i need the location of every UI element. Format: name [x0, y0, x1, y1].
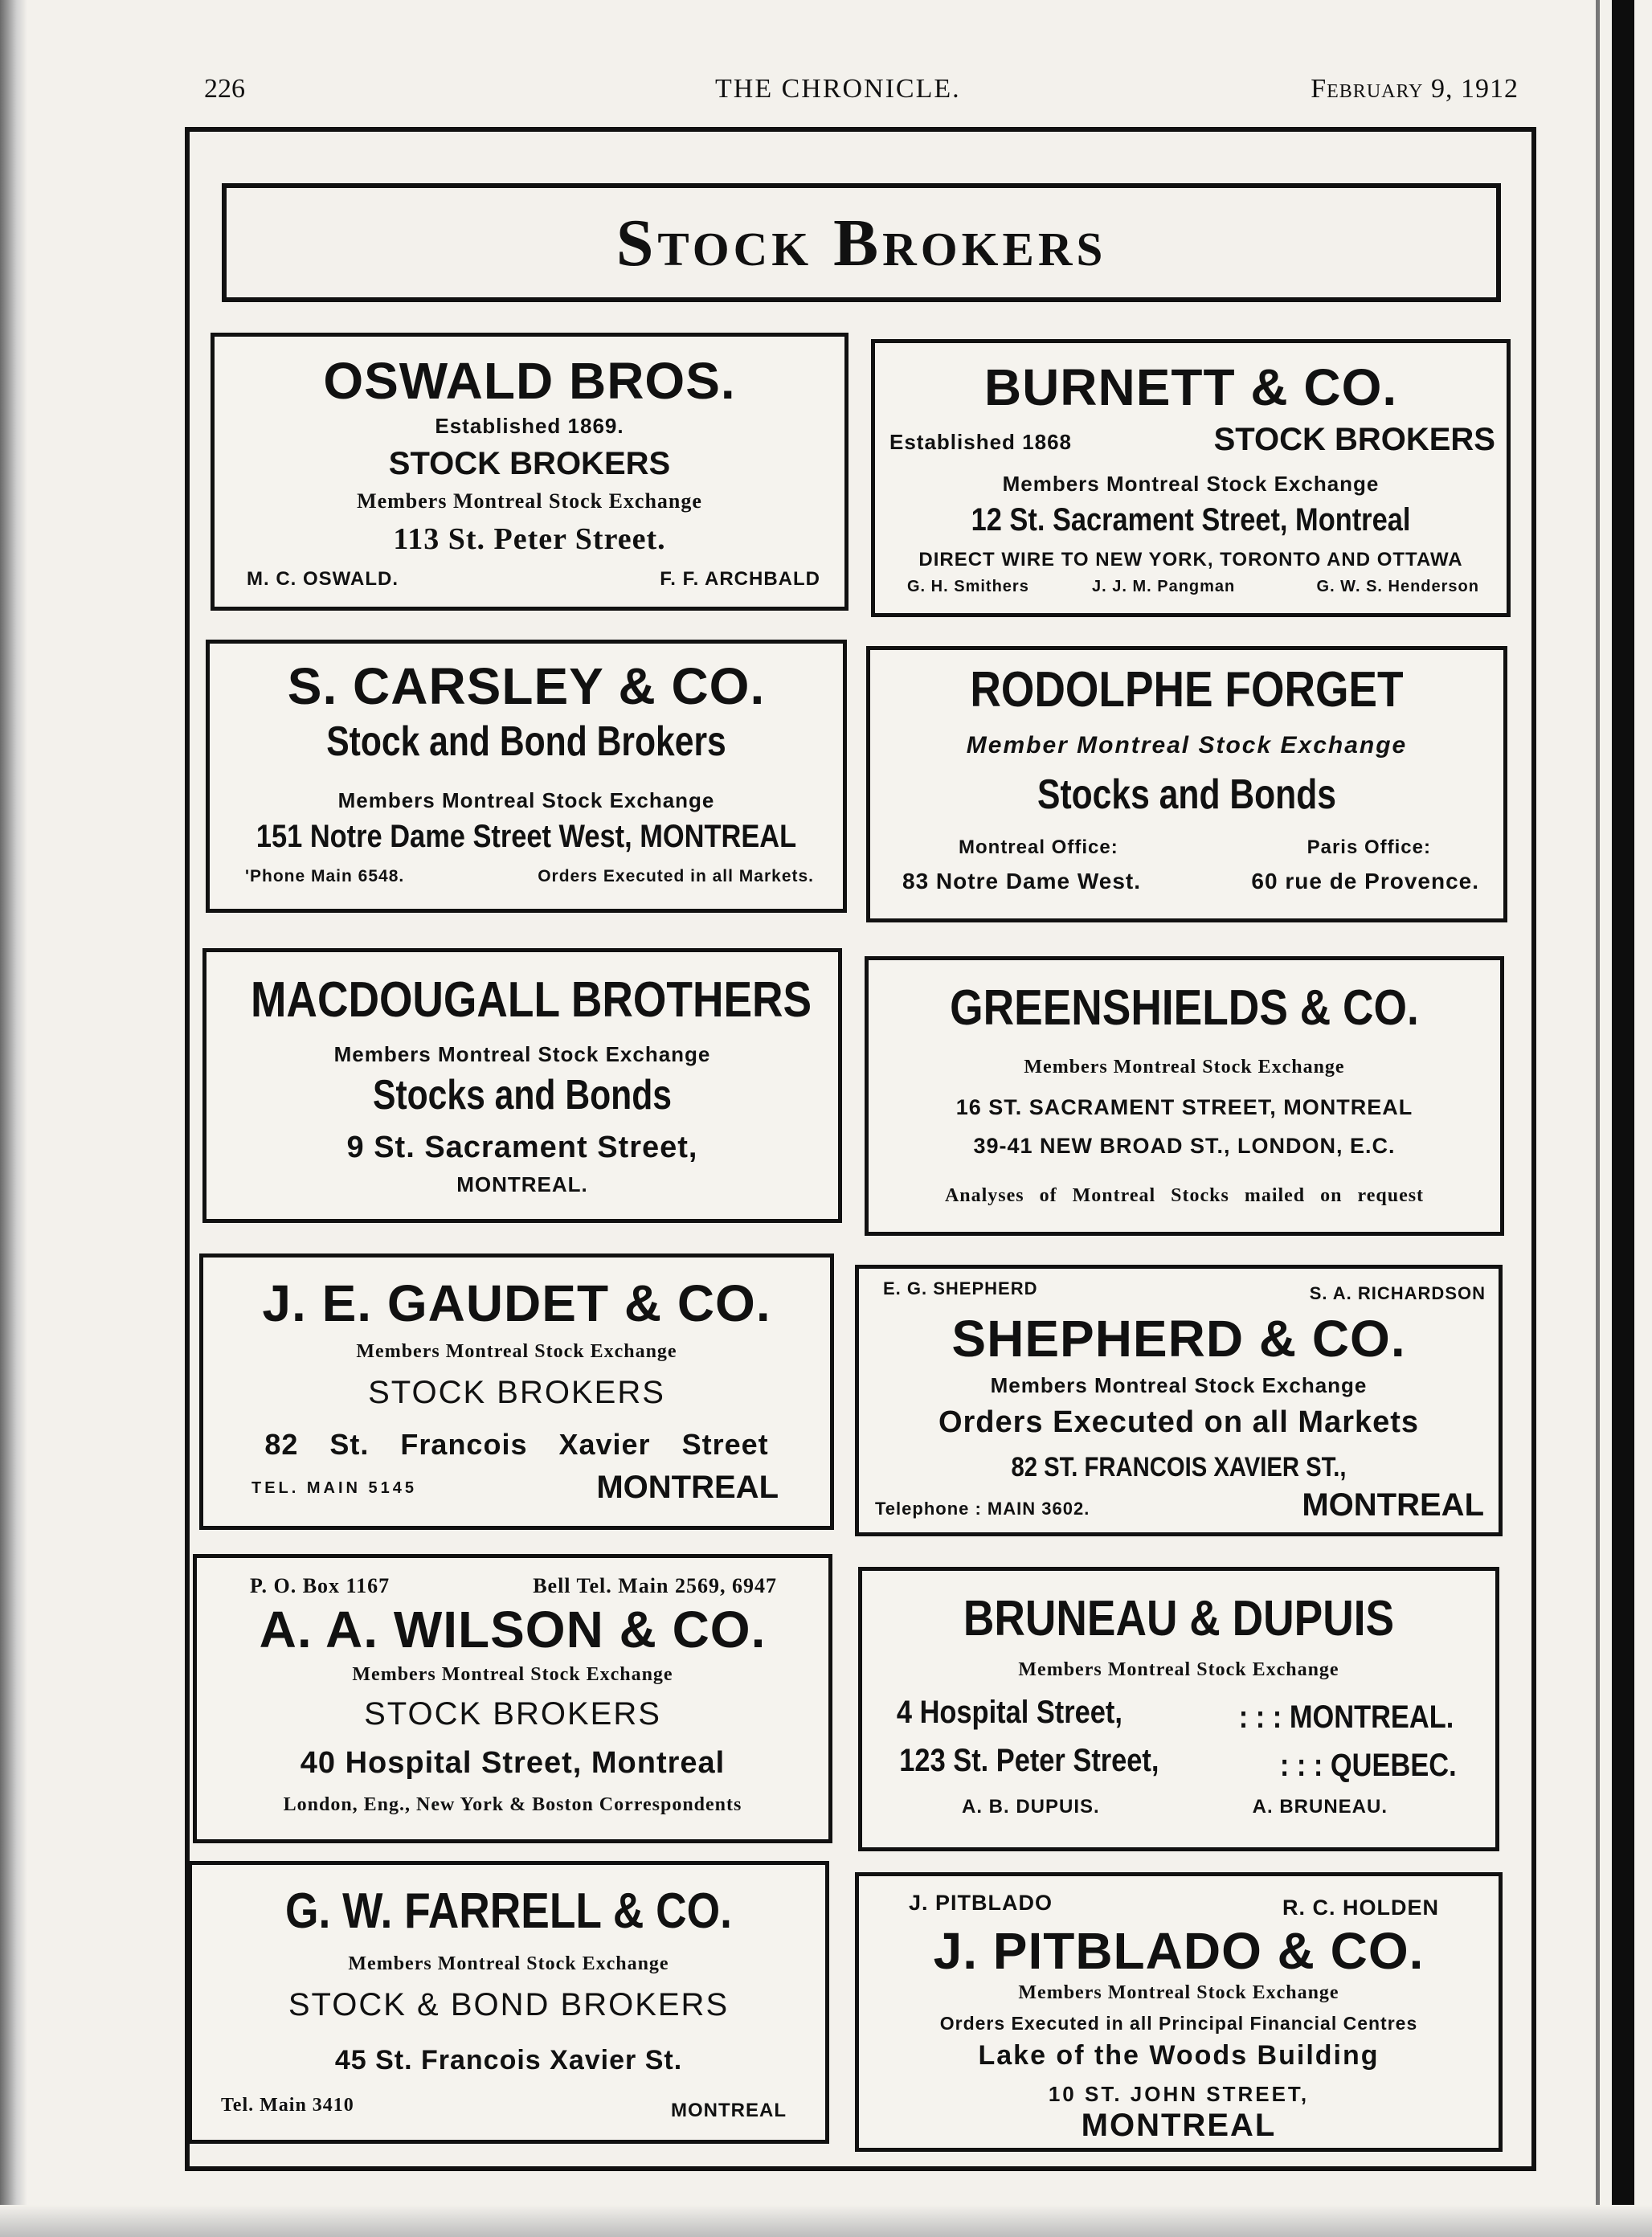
city: MONTREAL [596, 1470, 779, 1505]
journal-title: THE CHRONICLE. [715, 74, 961, 104]
firm-name: SHEPHERD & CO. [951, 1310, 1406, 1368]
membership: Members Montreal Stock Exchange [1024, 1057, 1345, 1078]
orders-note: Orders Executed in all Markets. [538, 867, 814, 885]
membership: Members Montreal Stock Exchange [356, 1341, 677, 1362]
ad-oswald-bros [211, 333, 848, 611]
established: Established 1869. [435, 414, 624, 438]
partner-3: G. W. S. Henderson [1316, 578, 1479, 595]
partner-right: A. BRUNEAU. [1252, 1796, 1388, 1818]
address-1: 4 Hospital Street, [896, 1695, 1122, 1730]
ad-bruneau-dupuis [858, 1567, 1499, 1851]
analyses-note: Analyses of Montreal Stocks mailed on request [944, 1185, 1425, 1206]
orders-note: Orders Executed in all Principal Financial Centres [939, 2013, 1418, 2034]
membership: Members Montreal Stock Exchange [1018, 1659, 1339, 1680]
business-type: Stocks and Bonds [373, 1072, 672, 1118]
paris-office-label: Paris Office: [1306, 836, 1431, 858]
city-1: : : : MONTREAL. [1238, 1699, 1454, 1735]
business-type: STOCK BROKERS [364, 1696, 661, 1732]
membership: Members Montreal Stock Exchange [348, 1953, 669, 1974]
partner-right: S. A. RICHARDSON [1309, 1283, 1486, 1303]
building: Lake of the Woods Building [978, 2040, 1380, 2071]
city-2: : : : QUEBEC. [1280, 1748, 1458, 1783]
business-type: Stocks and Bonds [1037, 771, 1336, 818]
ad-macdougall-brothers [202, 948, 842, 1223]
membership: Member Montreal Stock Exchange [966, 732, 1408, 759]
telephone: Telephone : MAIN 3602. [875, 1499, 1090, 1519]
address: 82 ST. FRANCOIS XAVIER ST., [1011, 1452, 1347, 1482]
address: 151 Notre Dame Street West, MONTREAL [256, 819, 797, 854]
ad-greenshields-co [865, 956, 1504, 1236]
page-number: 226 [204, 74, 245, 104]
membership: Members Montreal Stock Exchange [337, 788, 715, 812]
scan-left-edge [0, 0, 27, 2237]
firm-name: A. A. WILSON & CO. [259, 1601, 767, 1658]
ad-farrell-co [188, 1861, 829, 2144]
city: MONTREAL [671, 2100, 787, 2121]
partner-left: E. G. SHEPHERD [883, 1278, 1038, 1298]
scan-right-edge [1588, 0, 1652, 2237]
orders-note: Orders Executed on all Markets [938, 1405, 1420, 1439]
montreal-office-label: Montreal Office: [959, 836, 1118, 858]
firm-name: BURNETT & CO. [983, 358, 1398, 416]
ad-shepherd-co [855, 1265, 1503, 1536]
city: MONTREAL [1081, 2108, 1277, 2143]
membership: Members Montreal Stock Exchange [333, 1042, 711, 1066]
membership: Members Montreal Stock Exchange [990, 1373, 1368, 1397]
partner-2: J. J. M. Pangman [1092, 578, 1236, 595]
telephone: Tel. Main 3410 [221, 2095, 354, 2116]
address: 113 St. Peter Street. [393, 522, 666, 556]
firm-name: OSWALD BROS. [323, 352, 736, 410]
ad-burnett-co [871, 339, 1511, 617]
phone: 'Phone Main 6548. [245, 867, 405, 885]
firm-name: GREENSHIELDS & CO. [950, 980, 1419, 1036]
membership: Members Montreal Stock Exchange [357, 489, 702, 513]
section-title: Stock Brokers [615, 206, 1107, 280]
address: 12 St. Sacrament Street, Montreal [971, 502, 1411, 538]
address: 40 Hospital Street, Montreal [300, 1746, 726, 1780]
business-type: STOCK BROKERS [388, 446, 671, 481]
membership: Members Montreal Stock Exchange [352, 1664, 673, 1685]
firm-name: G. W. FARRELL & CO. [285, 1883, 732, 1939]
partner-left: J. PITBLADO [909, 1891, 1053, 1915]
business-type: STOCK BROKERS [1213, 422, 1495, 457]
ad-rodolphe-forget [866, 646, 1507, 922]
address: 82 St. Francois Xavier Street [264, 1428, 769, 1461]
business-type: Stock and Bond Brokers [326, 718, 726, 765]
montreal-office-address: 83 Notre Dame West. [902, 869, 1142, 894]
po-box: P. O. Box 1167 [250, 1574, 391, 1597]
partner-left: M. C. OSWALD. [247, 568, 399, 590]
correspondents: London, Eng., New York & Boston Correspondents [283, 1794, 742, 1815]
membership: Members Montreal Stock Exchange [1018, 1982, 1339, 2003]
address: 9 St. Sacrament Street, [346, 1131, 698, 1164]
direct-wire: DIRECT WIRE TO NEW YORK, TORONTO AND OTTAWA [918, 549, 1463, 570]
ad-gaudet-co [199, 1253, 834, 1530]
firm-name: RODOLPHE FORGET [970, 662, 1404, 718]
address: 10 ST. JOHN STREET, [1048, 2082, 1310, 2106]
partner-left: A. B. DUPUIS. [962, 1796, 1100, 1818]
partner-right: F. F. ARCHBALD [660, 568, 820, 590]
paris-office-address: 60 rue de Provence. [1251, 869, 1479, 894]
bell-telephone: Bell Tel. Main 2569, 6947 [533, 1574, 777, 1597]
address: 45 St. Francois Xavier St. [334, 2045, 683, 2075]
address-london: 39-41 NEW BROAD ST., LONDON, E.C. [973, 1134, 1396, 1158]
firm-name: J. E. GAUDET & CO. [262, 1274, 771, 1332]
firm-name: MACDOUGALL BROTHERS [251, 972, 812, 1028]
ad-pitblado-co [855, 1872, 1503, 2152]
firm-name: J. PITBLADO & CO. [933, 1922, 1425, 1980]
scan-bottom-edge [0, 2205, 1652, 2237]
firm-name: BRUNEAU & DUPUIS [963, 1591, 1395, 1646]
business-type: STOCK BROKERS [368, 1375, 665, 1410]
address-montreal: 16 ST. SACRAMENT STREET, MONTREAL [955, 1095, 1413, 1119]
membership: Members Montreal Stock Exchange [1002, 472, 1380, 496]
business-type: STOCK & BOND BROKERS [288, 1987, 730, 2022]
telephone: TEL. MAIN 5145 [251, 1479, 418, 1497]
firm-name: S. CARSLEY & CO. [287, 657, 766, 715]
partner-1: G. H. Smithers [907, 578, 1029, 595]
city: MONTREAL [1302, 1487, 1484, 1523]
ad-carsley-co [206, 640, 847, 913]
city: MONTREAL. [456, 1172, 588, 1196]
issue-date: February 9, 1912 [1311, 74, 1519, 104]
running-head [201, 74, 1519, 114]
established: Established 1868 [889, 430, 1072, 454]
address-2: 123 St. Peter Street, [899, 1743, 1159, 1778]
ad-wilson-co [193, 1554, 832, 1843]
partner-right: R. C. HOLDEN [1282, 1896, 1439, 1920]
section-banner [222, 183, 1501, 302]
